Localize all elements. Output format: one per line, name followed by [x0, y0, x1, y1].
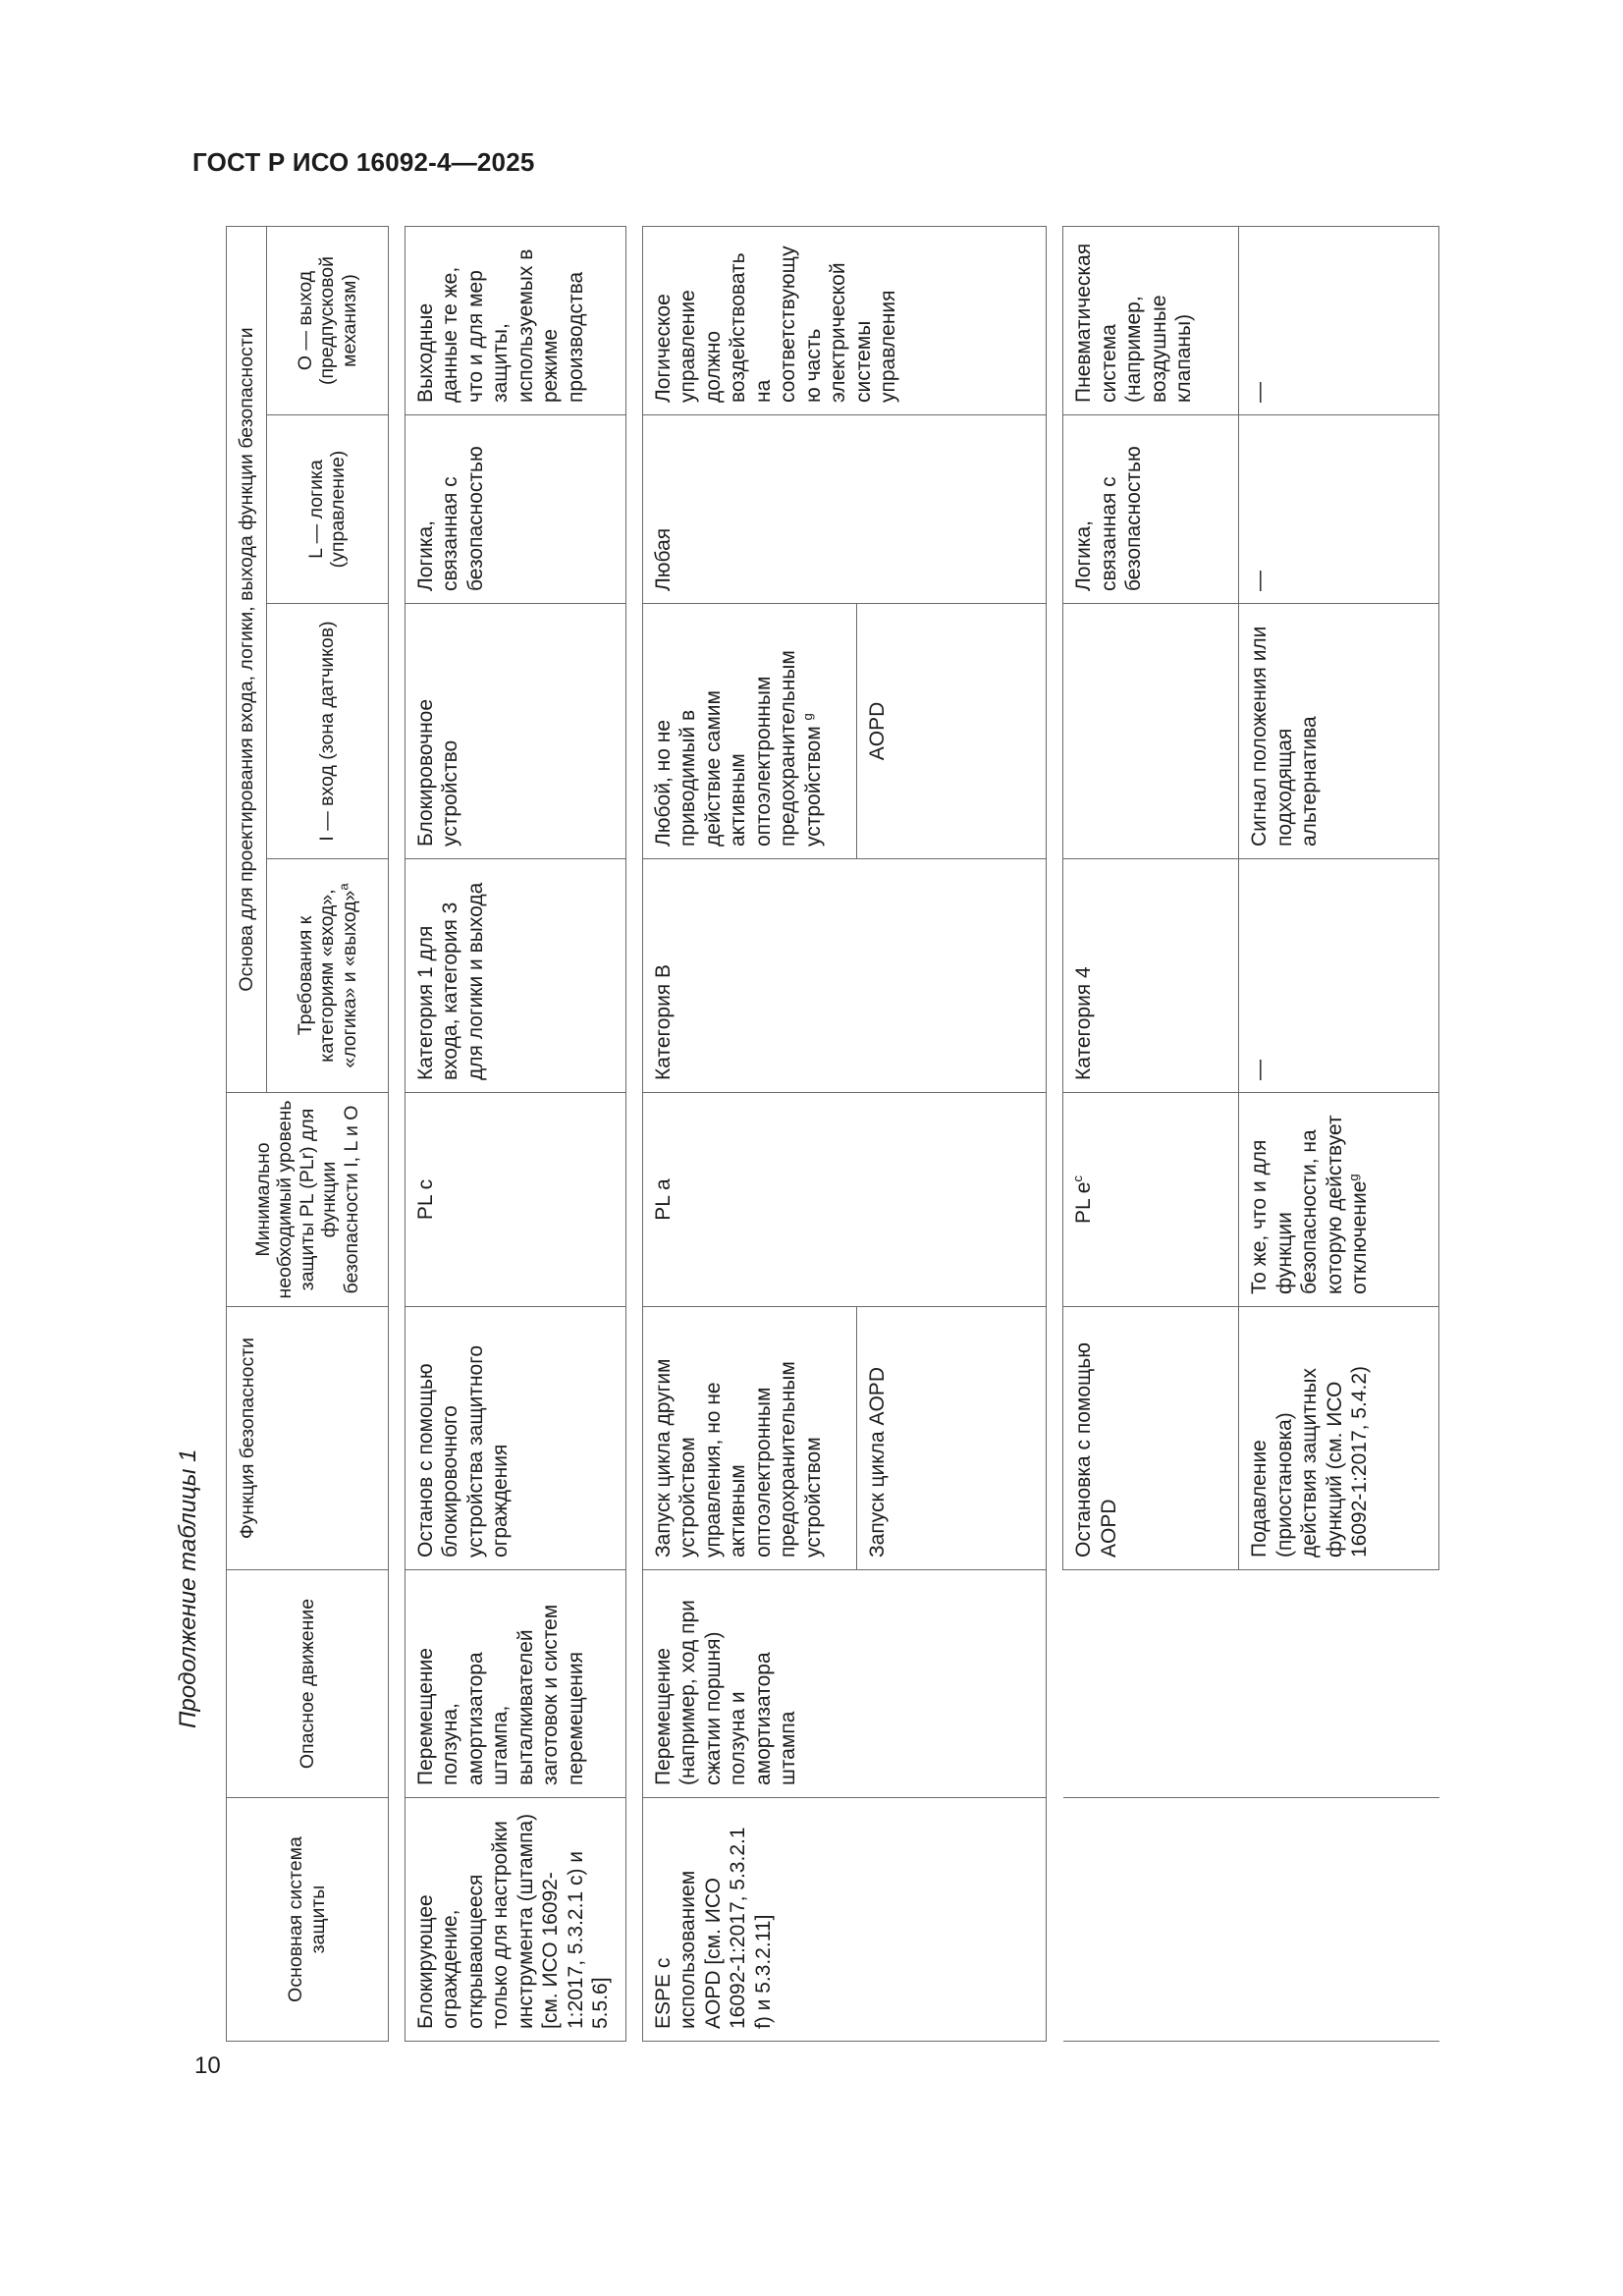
cell-input	[642, 604, 856, 859]
cell-motion-empty	[1063, 1570, 1239, 1798]
header-motion: Опасное движение	[227, 1570, 389, 1798]
table-row	[1063, 226, 1239, 2041]
footnote-g-marker: g	[1346, 1174, 1361, 1181]
table-header-row-1	[227, 226, 267, 2041]
table-continuation-label: Продолжение таблицы 1	[175, 1449, 201, 1728]
cell-category: Категория 1 для входа, категория 3 для логики и выхода	[405, 859, 625, 1093]
footnote-c-marker: c	[1070, 1175, 1085, 1182]
cell-output: Выходные данные те же, что и для мер защиты, используемых в режиме производства	[405, 226, 625, 414]
cell-function: Запуск цикла другим устройством управления, но не активным оптоэлектронным предохранительным устройством	[642, 1307, 856, 1570]
safety-functions-table	[226, 226, 1439, 2042]
header-output: O — выход (предпусковой механизм)	[267, 226, 389, 414]
header-design-basis: Основа для проектирования входа, логики, выхода функции безопасности	[227, 226, 267, 1092]
cell-motion-empty	[1239, 1570, 1439, 1798]
cell-system-empty	[1239, 1798, 1439, 2042]
cell-input: AOPD	[857, 604, 1047, 859]
cell-function: Остановка с помощью AOPD	[1063, 1307, 1239, 1570]
header-gap	[388, 226, 405, 2041]
table-row	[1239, 226, 1439, 2041]
cell-input: Блокировочное устройство	[405, 604, 625, 859]
rotated-table-container	[226, 227, 1439, 2042]
cell-system: Блокирующее ограждение, открывающееся только для настройки инструмента (штампа) [см. ИСО 16092-1:2017, 5.3.2.1 c) и 5.5.6]	[405, 1798, 625, 2042]
cell-function: Подавление (приостановка) действия защитных функций (см. ИСО 16092-1:2017, 5.4.2)	[1239, 1307, 1439, 1570]
cell-pl: PL c	[405, 1093, 625, 1307]
cell-input-empty	[1063, 604, 1239, 859]
cell-system: ESPE с использованием AOPD [см. ИСО 16092-1:2017, 5.3.2.1 f) и 5.3.2.11]	[642, 1798, 1046, 2042]
row-gap	[625, 226, 642, 2041]
cell-pl	[1239, 1093, 1439, 1307]
cell-output: —	[1239, 226, 1439, 414]
cell-logic: Логика, связанная с безопасностью	[405, 415, 625, 604]
header-logic: L — логика (управление)	[267, 415, 389, 604]
cell-input-text: Любой, но не приводимый в действие самим активным оптоэлектронным предохранительным устройством	[651, 650, 825, 847]
table-row	[405, 226, 625, 2041]
footnote-g-marker: g	[799, 713, 815, 721]
cell-motion: Перемещение (например, ход при сжатии поршня) ползуна и амортизатора штампа	[642, 1570, 1046, 1798]
document-header: ГОСТ Р ИСО 16092-4—2025	[192, 147, 535, 177]
cell-logic: Логика, связанная с безопасностью	[1063, 415, 1239, 604]
cell-pl-text: PL e	[1072, 1181, 1095, 1224]
footnote-a-marker: a	[336, 883, 352, 891]
cell-category: —	[1239, 859, 1439, 1093]
cell-logic: —	[1239, 415, 1439, 604]
header-categories-text: Требования к категориям «вход», «логика» и «выход»	[294, 889, 360, 1068]
header-categories	[267, 859, 389, 1093]
cell-input: Сигнал положения или подходящая альтернатива	[1239, 604, 1439, 859]
header-system: Основная система защиты	[227, 1798, 389, 2042]
cell-function: Останов с помощью блокировочного устройства защитного ограждения	[405, 1307, 625, 1570]
header-function: Функция безопасности	[227, 1307, 389, 1570]
cell-output: Логическое управление должно воздействовать на соответствующую часть электрической системы управления	[642, 226, 1046, 414]
header-pl-min: Минимально необходимый уровень защиты PL (PLr) для функции безопасности I, L и O	[227, 1093, 389, 1307]
header-input: I — вход (зона датчиков)	[267, 604, 389, 859]
cell-function: Запуск цикла AOPD	[857, 1307, 1047, 1570]
cell-output: Пневматическая система (например, воздушные клапаны)	[1063, 226, 1239, 414]
page-number: 10	[194, 2052, 221, 2079]
cell-category: Категория B	[642, 859, 1046, 1093]
cell-pl: PL a	[642, 1093, 1046, 1307]
cell-pl	[1063, 1093, 1239, 1307]
cell-system-empty	[1063, 1798, 1239, 2042]
cell-motion: Перемещение ползуна, амортизатора штампа, выталкивателей заготовок и систем перемещения	[405, 1570, 625, 1798]
row-gap	[1047, 226, 1063, 2041]
cell-logic: Любая	[642, 415, 1046, 604]
cell-category: Категория 4	[1063, 859, 1239, 1093]
table-row	[642, 226, 856, 2041]
cell-pl-text: То же, что и для функции безопасности, на которую действует отключение	[1248, 1115, 1371, 1294]
